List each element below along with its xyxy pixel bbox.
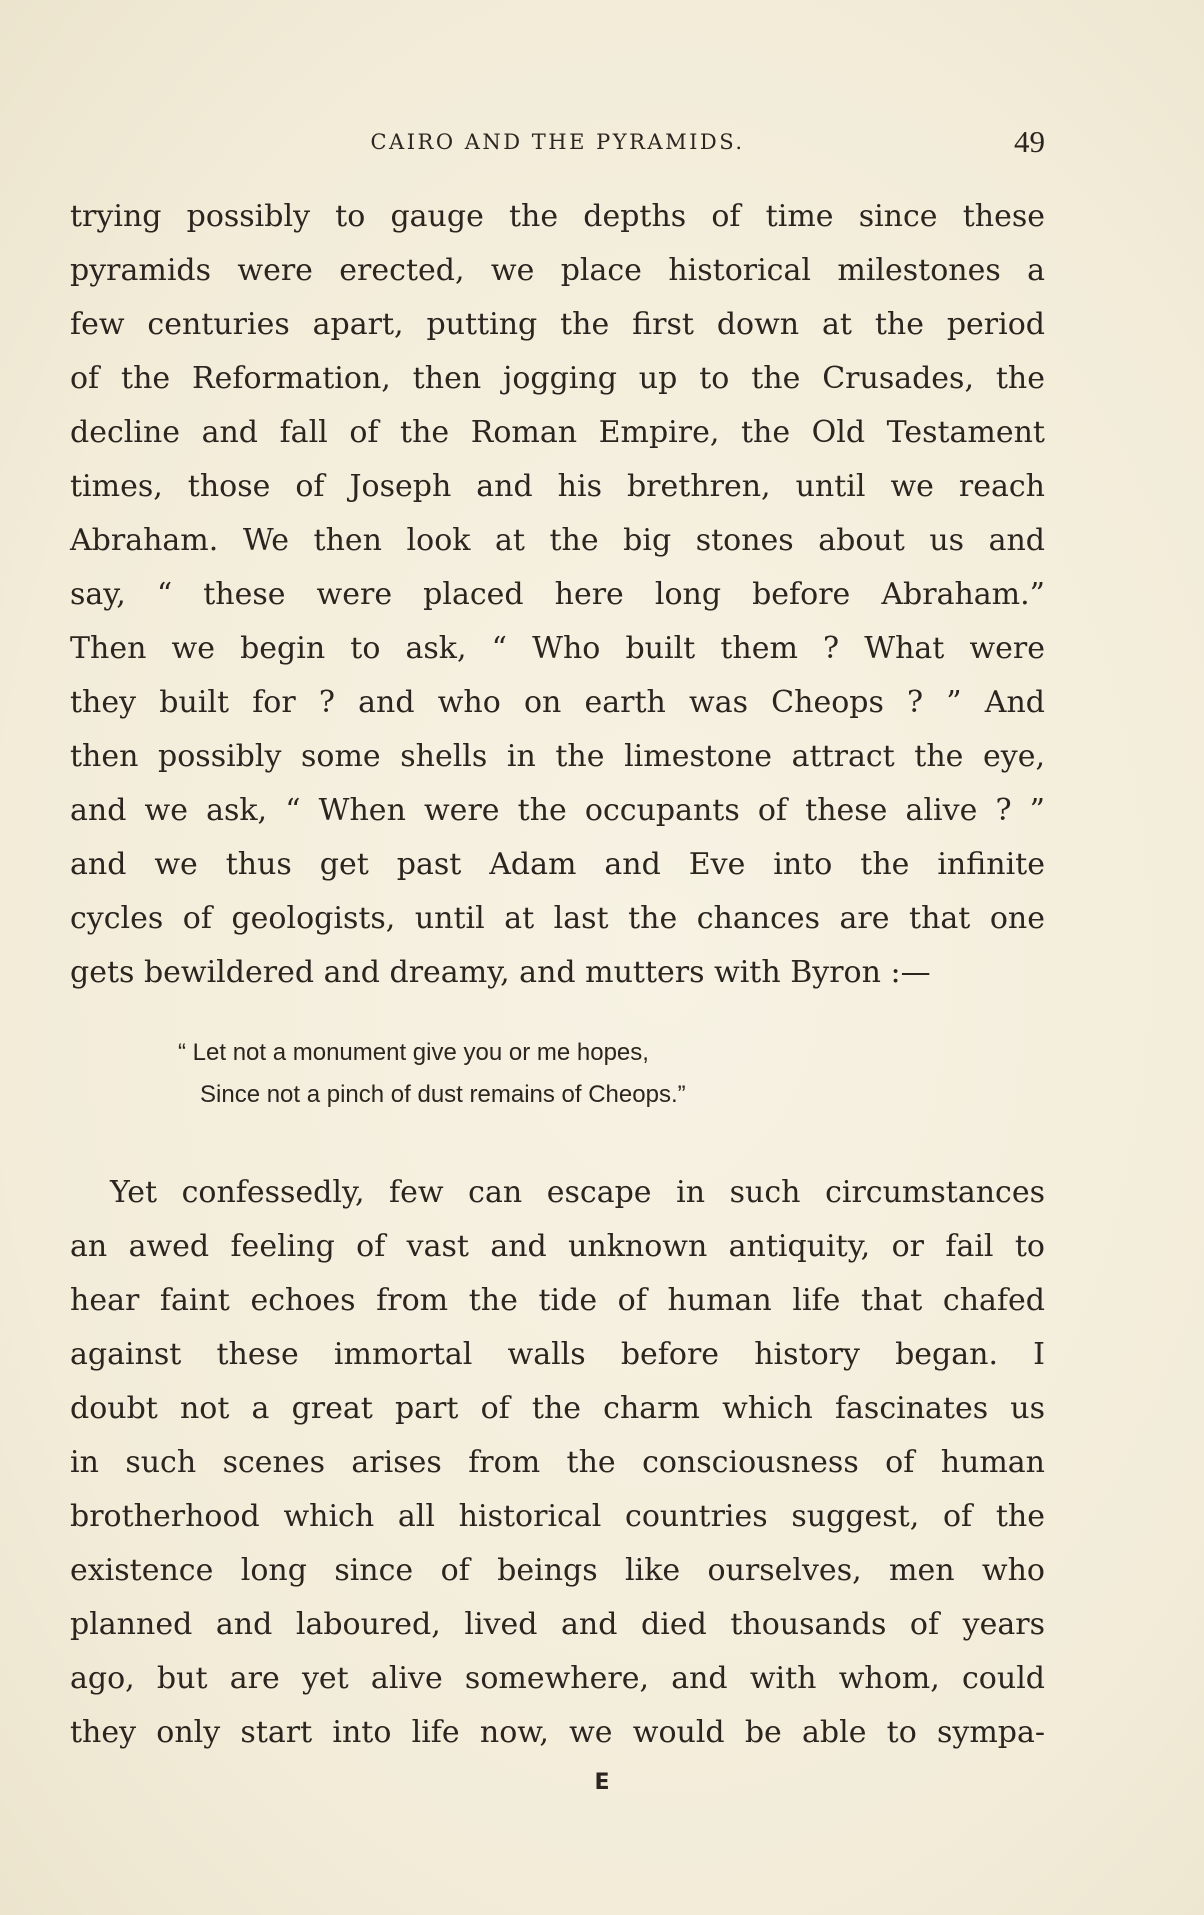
text-line: pyramids were erected, we place historical milestones a bbox=[70, 253, 1045, 288]
text-line: hear faint echoes from the tide of human life that chafed bbox=[70, 1283, 1045, 1318]
text-line: and we ask, “ When were the occupants of these alive ? ” bbox=[70, 793, 1045, 828]
text-line: they built for ? and who on earth was Cheops ? ” And bbox=[70, 685, 1045, 720]
text-line: say, “ these were placed here long before Abraham.” bbox=[70, 577, 1045, 612]
running-title: CAIRO AND THE PYRAMIDS. bbox=[370, 130, 745, 154]
text-line: Then we begin to ask, “ Who built them ? What were bbox=[70, 631, 1045, 666]
running-head bbox=[70, 126, 1045, 166]
text-line: ago, but are yet alive somewhere, and with whom, could bbox=[70, 1661, 1045, 1696]
text-line: planned and laboured, lived and died thousands of years bbox=[70, 1607, 1045, 1642]
page-number: 49 bbox=[1014, 124, 1045, 159]
text-line: cycles of geologists, until at last the chances are that one bbox=[70, 901, 1045, 936]
text-line: of the Reformation, then jogging up to the Crusades, the bbox=[70, 361, 1045, 396]
signature-mark: E bbox=[594, 1770, 610, 1795]
text-line: decline and fall of the Roman Empire, the Old Testament bbox=[70, 415, 1045, 450]
text-line: and we thus get past Adam and Eve into the infinite bbox=[70, 847, 1045, 882]
paragraph-2 bbox=[70, 1166, 1045, 1760]
text-line: doubt not a great part of the charm which fascinates us bbox=[70, 1391, 1045, 1426]
verse-quote bbox=[178, 1032, 928, 1116]
text-line: times, those of Joseph and his brethren, until we reach bbox=[70, 469, 1045, 504]
text-line: in such scenes arises from the consciousness of human bbox=[70, 1445, 1045, 1480]
text-line: against these immortal walls before history began. I bbox=[70, 1337, 1045, 1372]
text-line: Yet confessedly, few can escape in such circumstances bbox=[110, 1175, 1045, 1210]
paragraph-1 bbox=[70, 190, 1045, 1000]
text-line: an awed feeling of vast and unknown antiquity, or fail to bbox=[70, 1229, 1045, 1264]
text-line: few centuries apart, putting the first down at the period bbox=[70, 307, 1045, 342]
text-line: existence long since of beings like ourselves, men who bbox=[70, 1553, 1045, 1588]
text-line: then possibly some shells in the limestone attract the eye, bbox=[70, 739, 1045, 774]
text-line: trying possibly to gauge the depths of time since these bbox=[70, 199, 1045, 234]
text-line: gets bewildered and dreamy, and mutters with Byron :— bbox=[70, 955, 931, 990]
text-line: they only start into life now, we would be able to sympa- bbox=[70, 1715, 1045, 1750]
quote-line: Since not a pinch of dust remains of Cheops.” bbox=[200, 1081, 686, 1108]
quote-line: “ Let not a monument give you or me hopes, bbox=[178, 1039, 649, 1066]
text-line: Abraham. We then look at the big stones about us and bbox=[70, 523, 1045, 558]
text-line: brotherhood which all historical countries suggest, of the bbox=[70, 1499, 1045, 1534]
